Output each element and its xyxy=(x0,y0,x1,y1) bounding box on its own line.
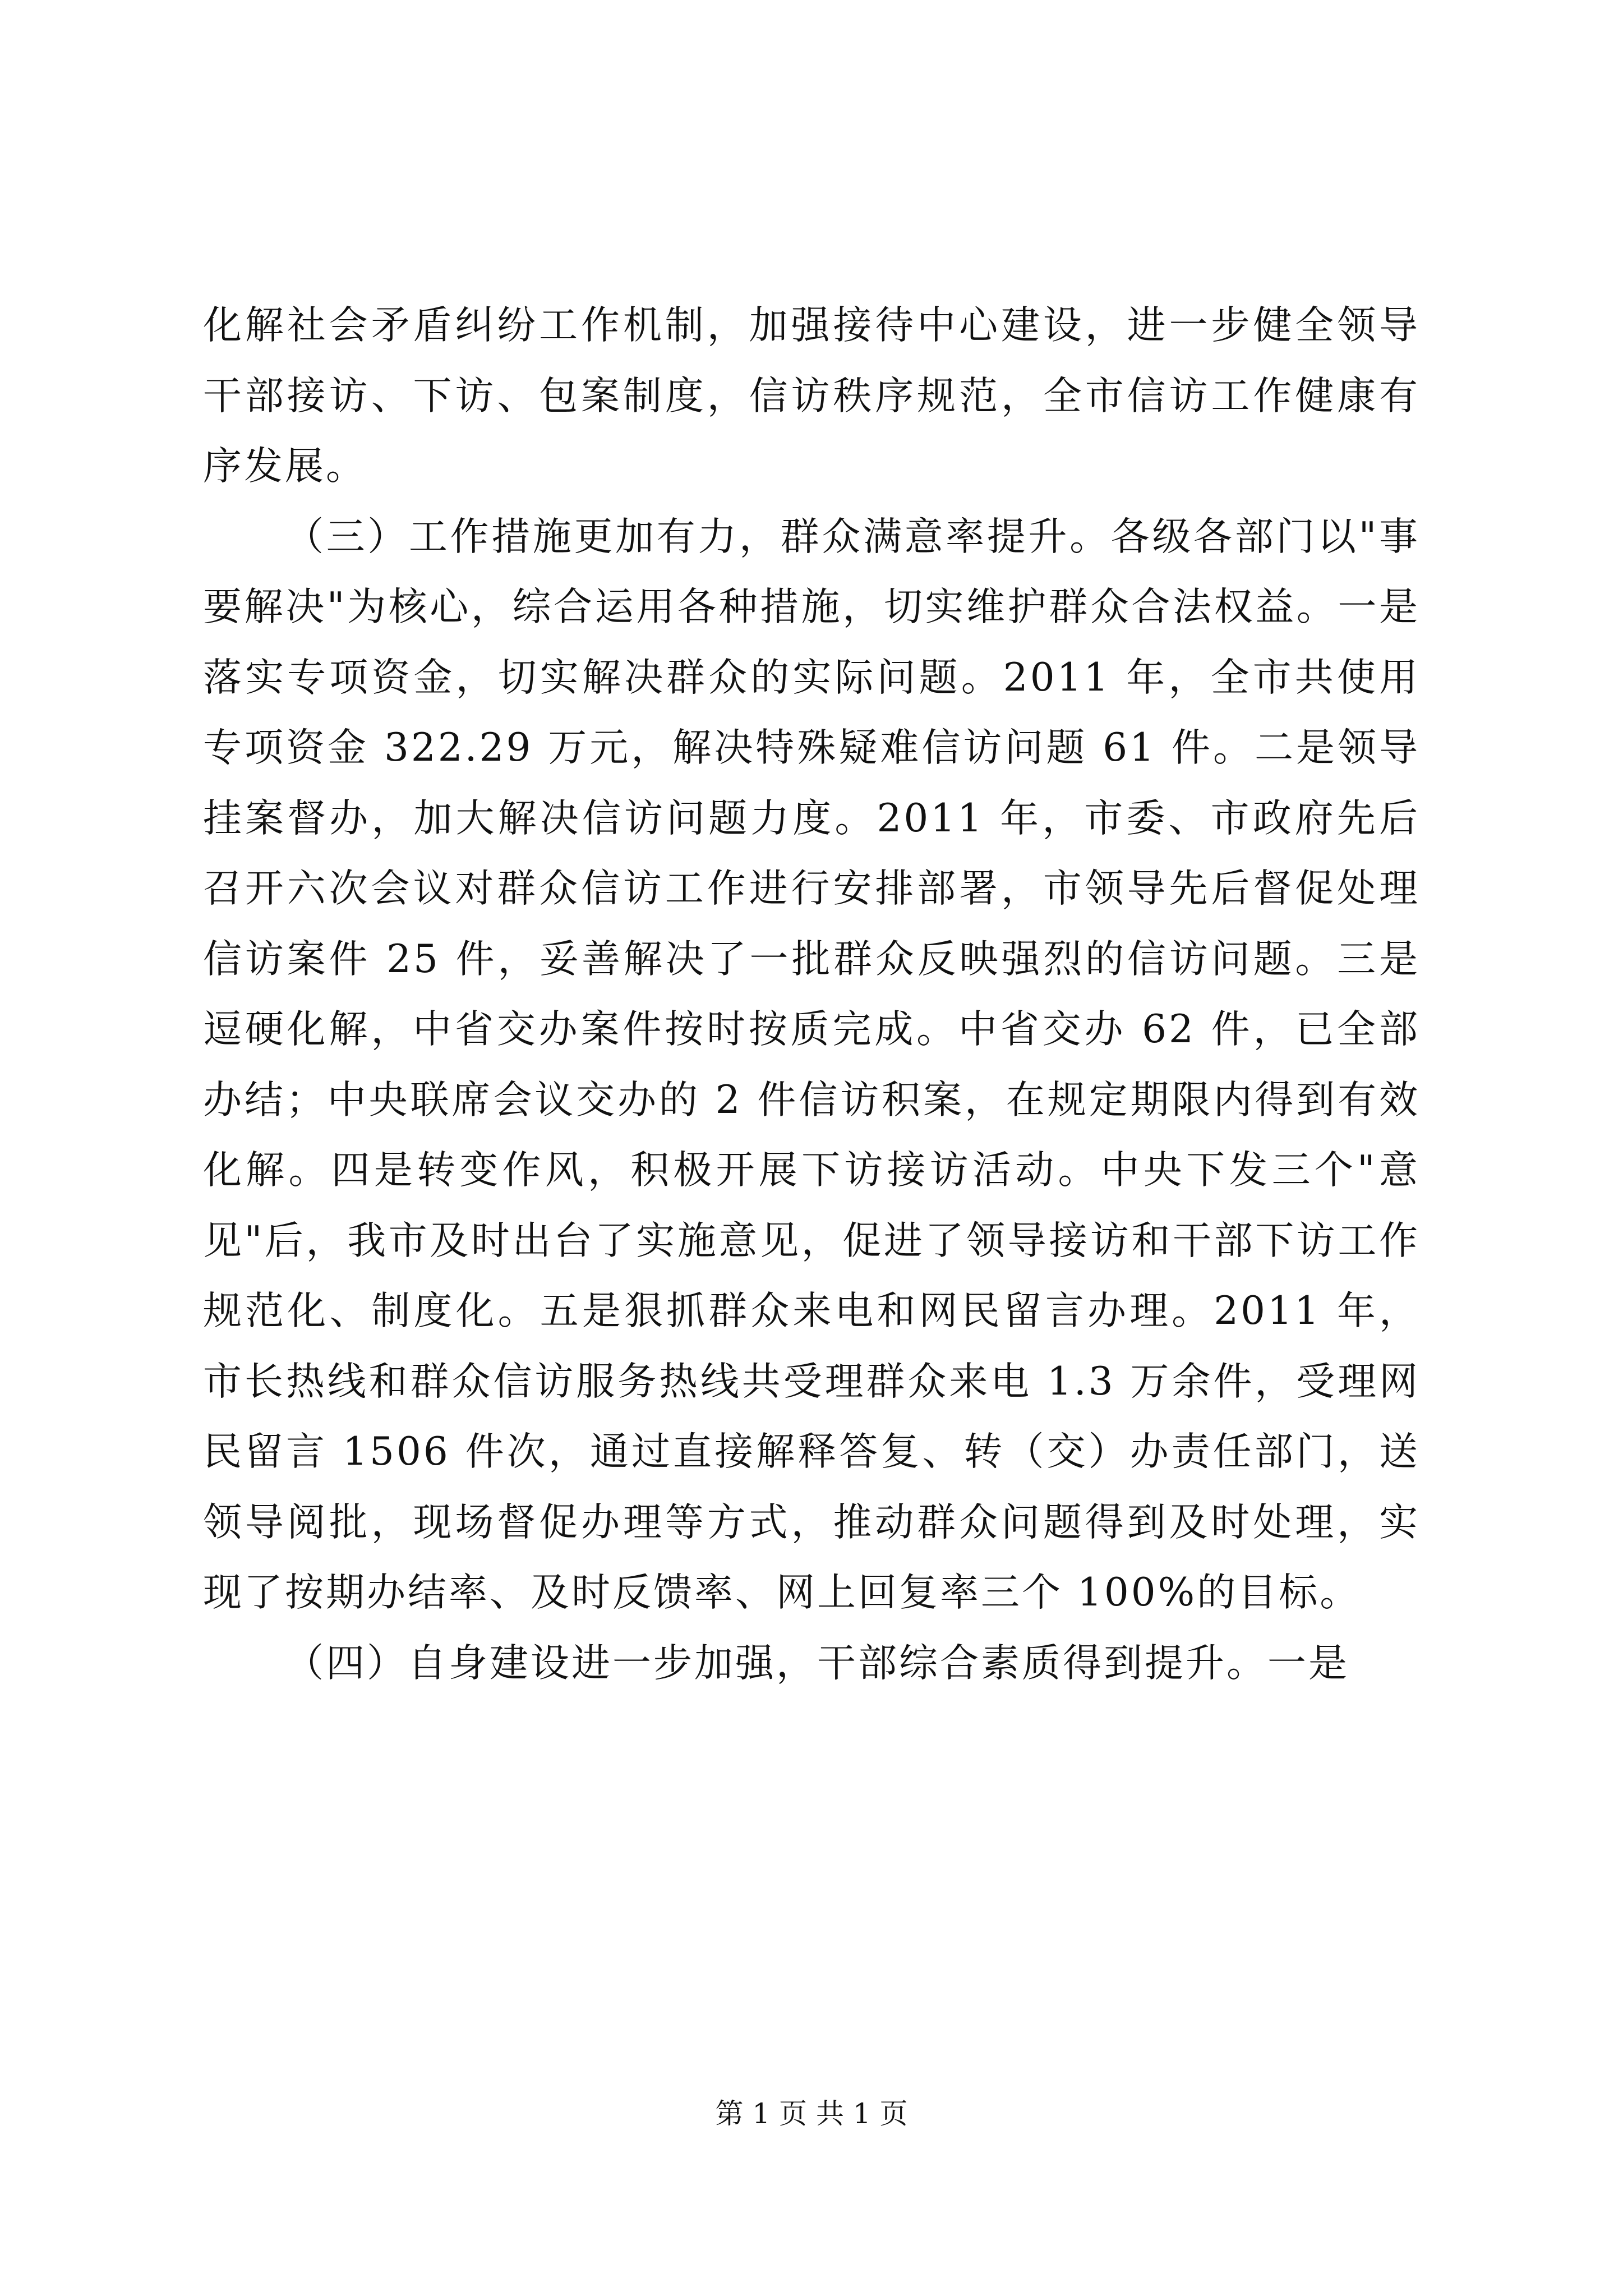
paragraph-3: （四）自身建设进一步加强，干部综合素质得到提升。一是 xyxy=(285,1640,1349,1686)
document-body xyxy=(203,291,1420,1699)
paragraph-1: 化解社会矛盾纠纷工作机制，加强接待中心建设，进一步健全领导干部接访、下访、包案制度，信访秩序规范，全市信访工作健康有序发展。 xyxy=(203,303,1420,489)
paragraph-2: （三）工作措施更加有力，群众满意率提升。各级各部门以"事要解决"为核心，综合运用各种措施，切实维护群众合法权益。一是落实专项资金，切实解决群众的实际问题。2011 年，全市共使用专项资金 322.29 万元，解决特殊疑难信访问题 61 件。二是领导挂案督办，加大解决信访问题力度。2011 年，市委、市政府先后召开六次会议对群众信访工作进行安排部署，市领导先后督促处理信访案件 25 件，妥善解决了一批群众反映强烈的信访问题。三是逗硬化解，中省交办案件按时按质完成。中省交办 62 件，已全部办结；中央联席会议交办的 2 件信访积案，在规定期限内得到有效化解。四是转变作风，积极开展下访接访活动。中央下发三个"意见"后，我市及时出台了实施意见，促进了领导接访和干部下访工作规范化、制度化。五是狠抓群众来电和网民留言办理。2011 年，市长热线和群众信访服务热线共受理群众来电 1.3 万余件，受理网民留言 1506 件次，通过直接解释答复、转（交）办责任部门，送领导阅批，现场督促办理等方式，推动群众问题得到及时处理，实现了按期办结率、及时反馈率、网上回复率三个 100%的目标。 xyxy=(203,514,1420,1615)
page-number-footer: 第 1 页 共 1 页 xyxy=(715,2097,908,2130)
